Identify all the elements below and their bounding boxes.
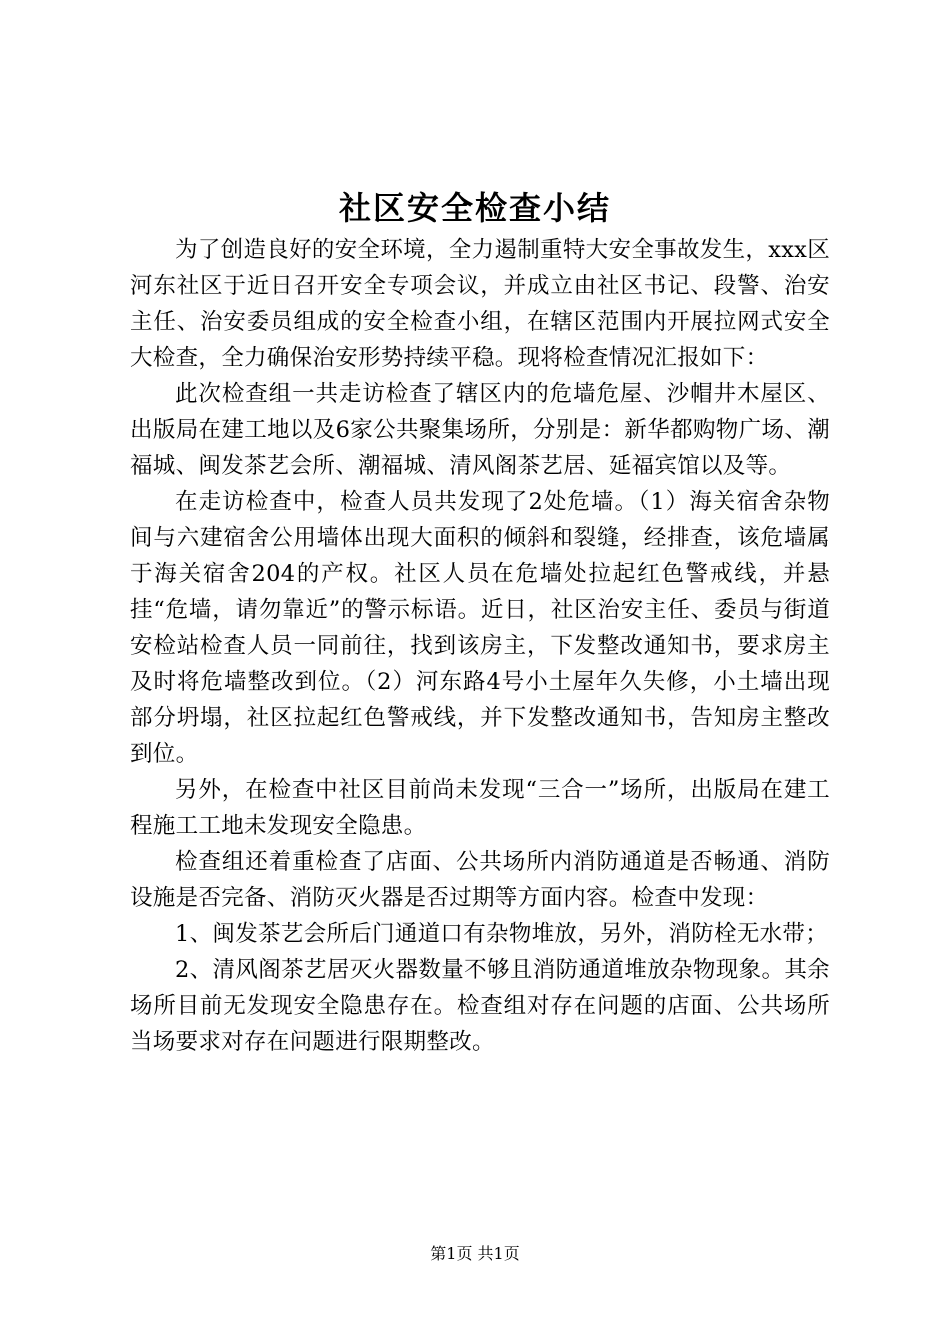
- paragraph-inspection-scope: 此次检查组一共走访检查了辖区内的危墙危屋、沙帽井木屋区、出版局在建工地以及6家公共聚集场所，分别是：新华都购物广场、潮福城、闽发茶艺会所、潮福城、清风阁茶艺居、延福宾馆以及等。: [130, 381, 830, 479]
- list-item-2: 2、清风阁茶艺居灭火器数量不够且消防通道堆放杂物现象。其余场所目前无发现安全隐患存在。检查组对存在问题的店面、公共场所当场要求对存在问题进行限期整改。: [130, 957, 830, 1055]
- document-body: [130, 232, 830, 1060]
- document-title: 社区安全检查小结: [338, 189, 611, 227]
- paragraph-intro: 为了创造良好的安全环境，全力遏制重特大安全事故发生，xxx区河东社区于近日召开安全专项会议，并成立由社区书记、段警、治安主任、治安委员组成的安全检查小组，在辖区范围内开展拉网式安全大检查，全力确保治安形势持续平稳。现将检查情况汇报如下：: [130, 237, 830, 371]
- paragraph-fire-safety: 检查组还着重检查了店面、公共场所内消防通道是否畅通、消防设施是否完备、消防灭火器是否过期等方面内容。检查中发现：: [130, 849, 830, 911]
- paragraph-dangerous-walls: 在走访检查中，检查人员共发现了2处危墙。（1）海关宿舍杂物间与六建宿舍公用墙体出现大面积的倾斜和裂缝，经排查，该危墙属于海关宿舍204的产权。社区人员在危墙处拉起红色警戒线，并悬挂“危墙，请勿靠近”的警示标语。近日，社区治安主任、委员与街道安检站检查人员一同前往，找到该房主，下发整改通知书，要求房主及时将危墙整改到位。（2）河东路4号小土屋年久失修，小土墙出现部分坍塌，社区拉起红色警戒线，并下发整改通知书，告知房主整改到位。: [130, 489, 830, 767]
- list-item-1: 1、闽发茶艺会所后门通道口有杂物堆放，另外，消防栓无水带；: [175, 921, 829, 947]
- page-footer: 第1页 共1页: [430, 1244, 520, 1263]
- paragraph-other-findings: 另外，在检查中社区目前尚未发现“三合一”场所，出版局在建工程施工工地未发现安全隐患。: [130, 777, 830, 839]
